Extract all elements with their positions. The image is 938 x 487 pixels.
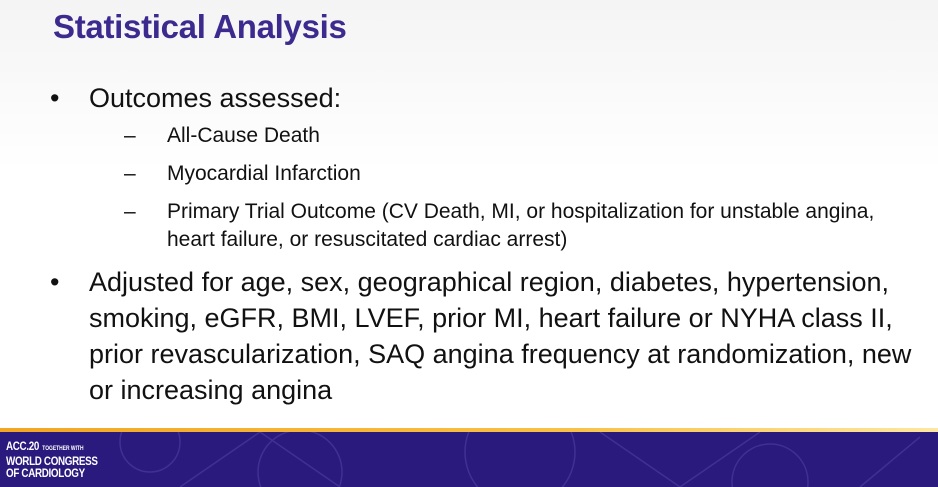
footer-pattern <box>0 432 938 487</box>
sub-bullet-primary-trial-outcome <box>124 198 922 254</box>
bullet-list <box>42 80 922 414</box>
sub-bullet-text: All-Cause Death <box>167 124 320 147</box>
bullet-text: Adjusted for age, sex, geographical region, diabetes, hypertension, smoking, eGFR, BMI, LVEF, prior MI, heart failure or NYHA class II, prior revascularization, SAQ angina frequency at randomization, new or increasing angina <box>89 267 912 405</box>
sub-bullet-text: Myocardial Infarction <box>167 162 361 185</box>
logo-line1-small: TOGETHER WITH <box>42 446 84 452</box>
logo-line3: OF CARDIOLOGY <box>6 466 85 480</box>
sub-bullet-marker: – <box>124 124 136 147</box>
slide-title: Statistical Analysis <box>53 8 347 45</box>
bullet-marker: • <box>50 267 60 297</box>
bullet-marker: • <box>50 83 60 113</box>
sub-bullet-list <box>124 122 922 254</box>
sub-bullet-myocardial-infarction <box>124 160 922 188</box>
acc-wcc-logo <box>6 440 98 479</box>
sub-bullet-marker: – <box>124 162 136 185</box>
logo-line1: ACC.20 <box>6 439 40 453</box>
footer-band <box>0 432 938 487</box>
bullet-text: Outcomes assessed: <box>89 83 342 113</box>
sub-bullet-marker: – <box>124 200 136 223</box>
sub-bullet-text: Primary Trial Outcome (CV Death, MI, or hospitalization for unstable angina, heart failure, or resuscitated cardiac arrest) <box>167 200 875 251</box>
logo-line2: WORLD CONGRESS <box>6 454 98 468</box>
sub-bullet-all-cause-death <box>124 122 922 150</box>
bullet-adjusted-for <box>42 264 922 408</box>
bullet-outcomes <box>42 80 922 116</box>
